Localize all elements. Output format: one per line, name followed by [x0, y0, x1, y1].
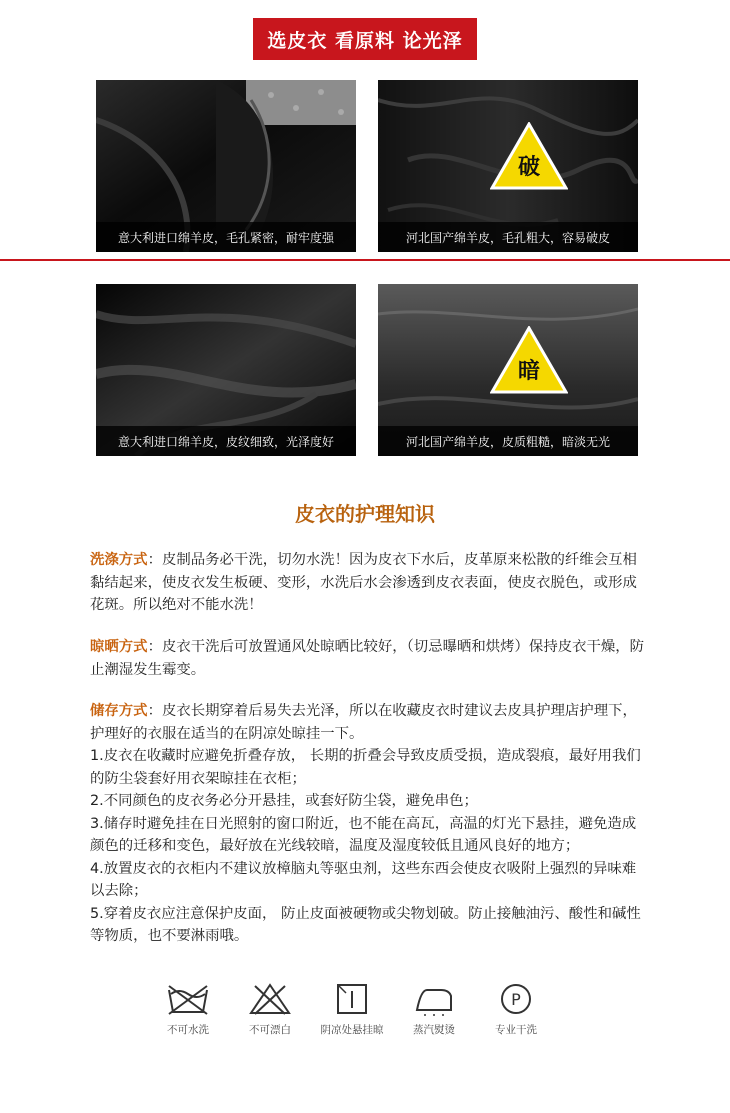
warning-label: 暗 [517, 359, 540, 384]
steam-iron-icon [411, 982, 457, 1016]
leather-photo-hebei-2 [378, 284, 638, 456]
shade-dry-icon [329, 982, 375, 1016]
washing-paragraph [90, 549, 650, 617]
no-wash-icon [165, 982, 211, 1016]
care-item-dry-clean [478, 982, 554, 1037]
leather-photo-italian-1 [96, 80, 356, 252]
care-item-label: 阴凉处悬挂晾 [320, 1024, 384, 1036]
care-item-no-wash [150, 982, 226, 1037]
leather-photo-hebei-1 [378, 80, 638, 252]
care-item-label: 专业干洗 [495, 1024, 537, 1036]
storage-item: 3.储存时避免挂在日光照射的窗口附近，也不能在高瓦，高温的灯光下悬挂，避免造成颜色的迁移和变色，最好放在光线较暗，温度及湿度较低且通风良好的地方； [90, 815, 637, 854]
page-banner: 选皮衣 看原料 论光泽 [253, 18, 477, 60]
care-item-label: 不可水洗 [167, 1024, 209, 1036]
care-icons-row [150, 982, 580, 1052]
storage-item: 2.不同颜色的皮衣务必分开悬挂，或套好防尘袋，避免串色； [90, 793, 478, 809]
photo-caption: 河北国产绵羊皮，毛孔粗大，容易破皮 [378, 222, 638, 252]
care-item-steam-iron [396, 982, 472, 1037]
drying-paragraph [90, 636, 650, 681]
leather-photo-italian-2 [96, 284, 356, 456]
drying-label: 晾晒方式 [90, 639, 148, 655]
washing-text: ：皮制品务必干洗，切勿水洗！因为皮衣下水后，皮革原来松散的纤维会互相黏结起来，使皮衣发生板硬、变形，水洗后水会渗透到皮衣表面，使皮衣脱色，或形成花斑。所以绝对不能水洗！ [90, 552, 637, 613]
svg-text:P: P [511, 990, 521, 1009]
dry-clean-icon [493, 982, 539, 1016]
care-item-label: 不可漂白 [249, 1024, 291, 1036]
care-item-label: 蒸汽熨烫 [413, 1024, 455, 1036]
drying-text: ：皮衣干洗后可放置通风处晾晒比较好，（切忌曝晒和烘烤）保持皮衣干燥，防止潮湿发生霉变。 [90, 639, 645, 678]
care-item-no-bleach [232, 982, 308, 1037]
care-section-title: 皮衣的护理知识 [295, 502, 435, 526]
washing-label: 洗涤方式 [90, 552, 148, 568]
storage-item: 5.穿着皮衣应注意保护皮面， 防止皮面被硬物或尖物划破。防止接触油污、酸性和碱性等物质，也不要淋雨哦。 [90, 905, 641, 944]
photo-caption: 意大利进口绵羊皮，皮纹细致，光泽度好 [96, 426, 356, 456]
warning-label: 破 [517, 155, 540, 180]
divider [0, 259, 730, 261]
storage-label: 储存方式 [90, 703, 148, 719]
no-bleach-icon [247, 982, 293, 1016]
storage-paragraph [90, 700, 650, 948]
storage-item: 4.放置皮衣的衣柜内不建议放樟脑丸等驱虫剂，这些东西会使皮衣吸附上强烈的异味难以去除； [90, 860, 637, 899]
storage-item: 1.皮衣在收藏时应避免折叠存放， 长期的折叠会导致皮质受损，造成裂痕，最好用我们的防尘袋套好用衣架晾挂在衣柜； [90, 748, 641, 787]
care-item-shade-dry [314, 982, 390, 1037]
photo-caption: 意大利进口绵羊皮，毛孔紧密，耐牢度强 [96, 222, 356, 252]
storage-text: ：皮衣长期穿着后易失去光泽，所以在收藏皮衣时建议去皮具护理店护理下，护理好的衣服在适当的在阴凉处晾挂一下。 [90, 703, 637, 742]
photo-caption: 河北国产绵羊皮，皮质粗糙，暗淡无光 [378, 426, 638, 456]
